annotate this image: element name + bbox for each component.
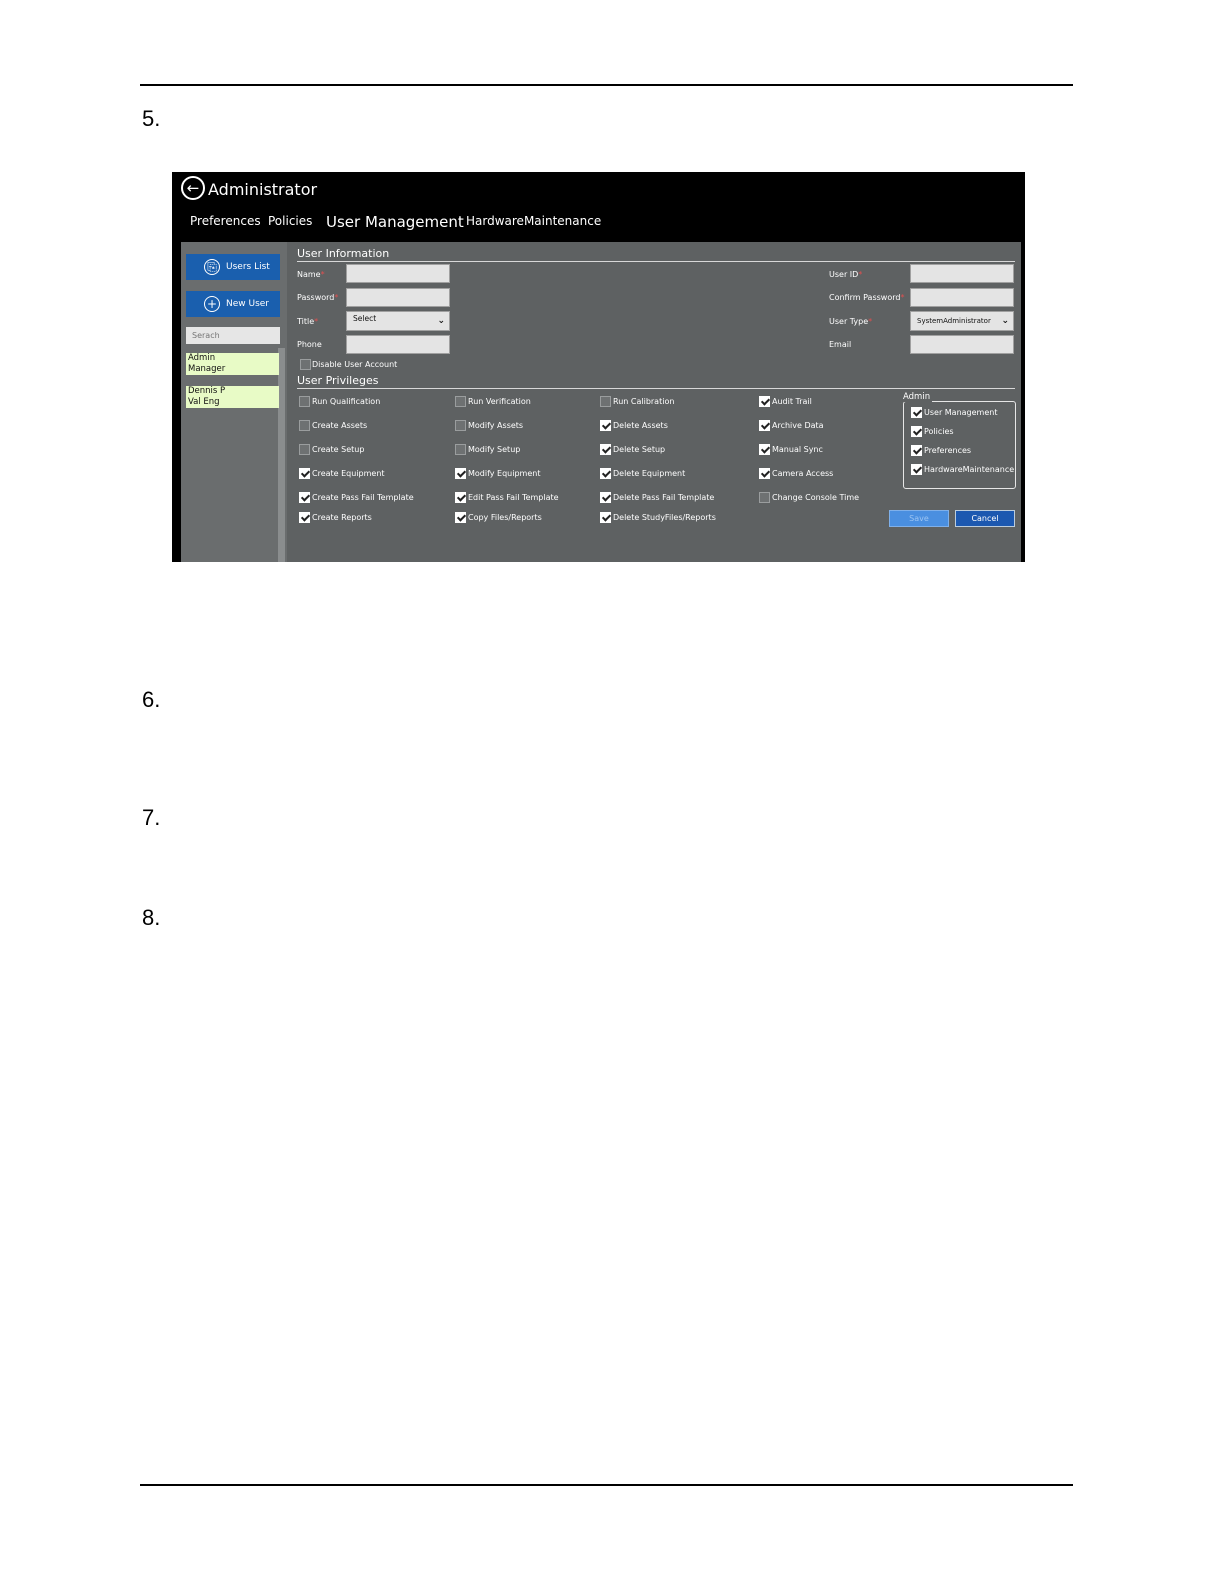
email-label: Email	[829, 340, 852, 349]
privilege-checkbox[interactable]	[600, 492, 611, 503]
privilege-label: Create Pass Fail Template	[312, 493, 414, 502]
confirm-password-label: Confirm Password*	[829, 293, 905, 302]
admin-privilege-label: Policies	[924, 427, 954, 436]
title-bar	[172, 172, 1025, 242]
phone-field[interactable]	[346, 335, 450, 354]
title-label: Title*	[297, 317, 319, 326]
privilege-label: Audit Trail	[772, 397, 812, 406]
privilege-checkbox[interactable]	[759, 420, 770, 431]
privilege-checkbox[interactable]	[299, 396, 310, 407]
user-role: Manager	[188, 363, 226, 374]
app-title: Administrator	[208, 180, 318, 199]
userid-field[interactable]	[910, 264, 1014, 283]
user-type-select[interactable]	[910, 311, 1014, 331]
privilege-checkbox[interactable]	[299, 468, 310, 479]
privilege-checkbox[interactable]	[455, 492, 466, 503]
disable-account-checkbox[interactable]	[300, 359, 311, 370]
privilege-label: Create Reports	[312, 513, 372, 522]
privilege-checkbox[interactable]	[600, 420, 611, 431]
step-number-5: 5.	[142, 106, 161, 131]
section-divider	[297, 388, 1015, 389]
privilege-checkbox[interactable]	[759, 396, 770, 407]
privilege-label: Copy Files/Reports	[468, 513, 542, 522]
privilege-checkbox[interactable]	[455, 396, 466, 407]
step-number-7: 7.	[142, 805, 161, 830]
privilege-checkbox[interactable]	[600, 512, 611, 523]
privilege-label: Delete StudyFiles/Reports	[613, 513, 716, 522]
privilege-label: Delete Assets	[613, 421, 668, 430]
name-label: Name*	[297, 270, 325, 279]
privilege-checkbox[interactable]	[299, 444, 310, 455]
user-type-value: SystemAdministrator	[917, 317, 991, 325]
privilege-label: Run Verification	[468, 397, 531, 406]
privilege-checkbox[interactable]	[455, 512, 466, 523]
privilege-label: Edit Pass Fail Template	[468, 493, 559, 502]
privilege-label: Modify Setup	[468, 445, 521, 454]
user-form-panel	[287, 242, 1021, 562]
privilege-label: Modify Equipment	[468, 469, 541, 478]
step-number-8: 8.	[142, 905, 161, 930]
user-name: Dennis P	[188, 386, 226, 396]
users-list-button[interactable]	[186, 254, 280, 280]
email-field[interactable]	[910, 335, 1014, 354]
title-select[interactable]	[346, 311, 450, 331]
plus-icon: +	[204, 296, 220, 312]
admin-group-title: Admin	[903, 392, 931, 402]
privilege-label: Create Equipment	[312, 469, 385, 478]
privilege-checkbox[interactable]	[455, 444, 466, 455]
sidebar	[181, 242, 287, 562]
user-list-item[interactable]	[186, 353, 279, 375]
top-rule	[140, 84, 1073, 86]
user-list-item[interactable]	[186, 386, 279, 408]
phone-label: Phone	[297, 340, 322, 349]
privilege-checkbox[interactable]	[600, 444, 611, 455]
name-field[interactable]	[346, 264, 450, 283]
privilege-checkbox[interactable]	[759, 492, 770, 503]
privilege-label: Delete Setup	[613, 445, 666, 454]
admin-privilege-label: Preferences	[924, 446, 972, 455]
admin-privilege-label: HardwareMaintenance	[924, 465, 1015, 474]
userid-label: User ID*	[829, 270, 863, 279]
disable-account-label: Disable User Account	[312, 360, 398, 369]
title-select-value: Select	[353, 314, 377, 323]
privilege-checkbox[interactable]	[759, 468, 770, 479]
tab-hardware-maintenance[interactable]: HardwareMaintenance	[466, 214, 602, 228]
tab-preferences[interactable]: Preferences	[190, 214, 261, 228]
new-user-label: New User	[226, 299, 270, 309]
privilege-label: Manual Sync	[772, 445, 823, 454]
privilege-label: Create Setup	[312, 445, 365, 454]
users-list-icon: ⎘	[204, 259, 220, 275]
admin-privilege-checkbox[interactable]	[911, 464, 922, 475]
administrator-window	[172, 172, 1025, 562]
step-number-6: 6.	[142, 687, 161, 712]
privilege-label: Delete Equipment	[613, 469, 686, 478]
privilege-label: Create Assets	[312, 421, 368, 430]
user-type-label: User Type*	[829, 317, 873, 326]
confirm-password-field[interactable]	[910, 288, 1014, 307]
privilege-checkbox[interactable]	[299, 492, 310, 503]
tab-policies[interactable]: Policies	[268, 214, 313, 228]
new-user-button[interactable]	[186, 291, 280, 317]
admin-privilege-label: User Management	[924, 408, 998, 417]
save-button[interactable]: Save	[889, 510, 949, 527]
admin-privilege-checkbox[interactable]	[911, 426, 922, 437]
privilege-label: Run Calibration	[613, 397, 675, 406]
chevron-down-icon: ⌄	[437, 316, 445, 326]
users-list-label: Users List	[226, 262, 270, 272]
privilege-checkbox[interactable]	[600, 396, 611, 407]
sidebar-scrollbar[interactable]	[278, 348, 285, 562]
privilege-checkbox[interactable]	[455, 468, 466, 479]
user-information-heading: User Information	[297, 247, 390, 260]
privilege-label: Modify Assets	[468, 421, 524, 430]
section-divider	[297, 261, 1015, 262]
privilege-label: Run Qualification	[312, 397, 381, 406]
privilege-checkbox[interactable]	[455, 420, 466, 431]
password-label: Password*	[297, 293, 339, 302]
admin-privilege-checkbox[interactable]	[911, 407, 922, 418]
user-search-input[interactable]	[186, 327, 280, 344]
user-role: Val Eng	[188, 396, 220, 407]
admin-privilege-checkbox[interactable]	[911, 445, 922, 456]
back-arrow-icon[interactable]: ←	[181, 176, 205, 200]
chevron-down-icon: ⌄	[1001, 316, 1009, 326]
privilege-label: Delete Pass Fail Template	[613, 493, 715, 502]
user-privileges-heading: User Privileges	[297, 374, 379, 387]
privilege-label: Camera Access	[772, 469, 834, 478]
privilege-checkbox[interactable]	[299, 512, 310, 523]
privilege-label: Archive Data	[772, 421, 824, 430]
user-name: Admin	[188, 353, 216, 363]
password-field[interactable]	[346, 288, 450, 307]
cancel-button[interactable]: Cancel	[955, 510, 1015, 527]
bottom-rule	[140, 1484, 1073, 1486]
privilege-label: Change Console Time	[772, 493, 860, 502]
privilege-checkbox[interactable]	[600, 468, 611, 479]
privilege-checkbox[interactable]	[759, 444, 770, 455]
privilege-checkbox[interactable]	[299, 420, 310, 431]
tab-user-management[interactable]: User Management	[326, 213, 464, 231]
